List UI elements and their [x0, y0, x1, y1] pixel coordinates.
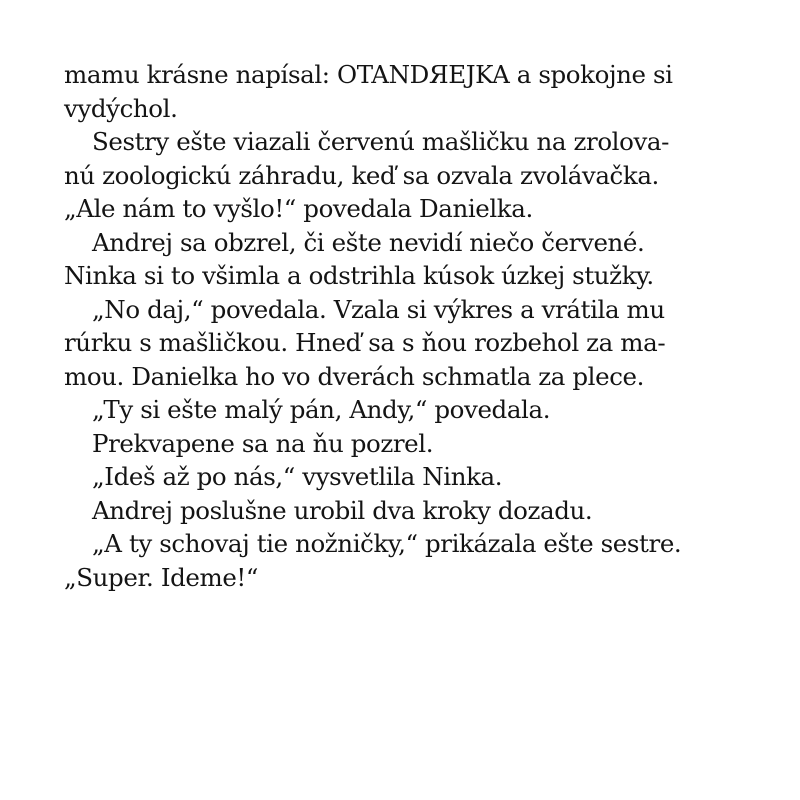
- text-line: Sestry ešte viazali červenú mašličku na zrolova-: [92, 127, 669, 156]
- text-line: „Super. Ideme!“: [64, 562, 258, 592]
- page-text: [64, 58, 754, 594]
- text-line: „A ty schovaj tie nožničky,“ prikázala ešte sestre.: [92, 529, 682, 558]
- text-line: „No daj,“ povedala. Vzala si výkres a vrátila mu: [92, 294, 665, 324]
- text-line: Andrej sa obzrel, či ešte nevidí niečo červené.: [92, 227, 645, 257]
- text-line: „Ty si ešte malý pán, Andy,“ povedala.: [92, 395, 551, 424]
- text-line: nú zoologickú záhradu, keď sa ozvala zvolávačka.: [64, 160, 659, 190]
- text-line: rúrku s mašličkou. Hneď sa s ňou rozbehol za ma-: [64, 328, 666, 357]
- text-line: mamu krásne napísal: OTANDЯEJKA a spokojne si: [64, 60, 673, 89]
- text-line: mou. Danielka ho vo dverách schmatla za plece.: [64, 361, 645, 391]
- text-line: „Ideš až po nás,“ vysvetlila Ninka.: [92, 462, 503, 491]
- text-line: vydýchol.: [64, 93, 178, 123]
- text-line: Ninka si to všimla a odstrihla kúsok úzkej stužky.: [64, 261, 654, 290]
- text-line: Prekvapene sa na ňu pozrel.: [92, 428, 434, 458]
- text-line: Andrej poslušne urobil dva kroky dozadu.: [92, 495, 593, 525]
- text-line: „Ale nám to vyšlo!“ povedala Danielka.: [64, 194, 533, 223]
